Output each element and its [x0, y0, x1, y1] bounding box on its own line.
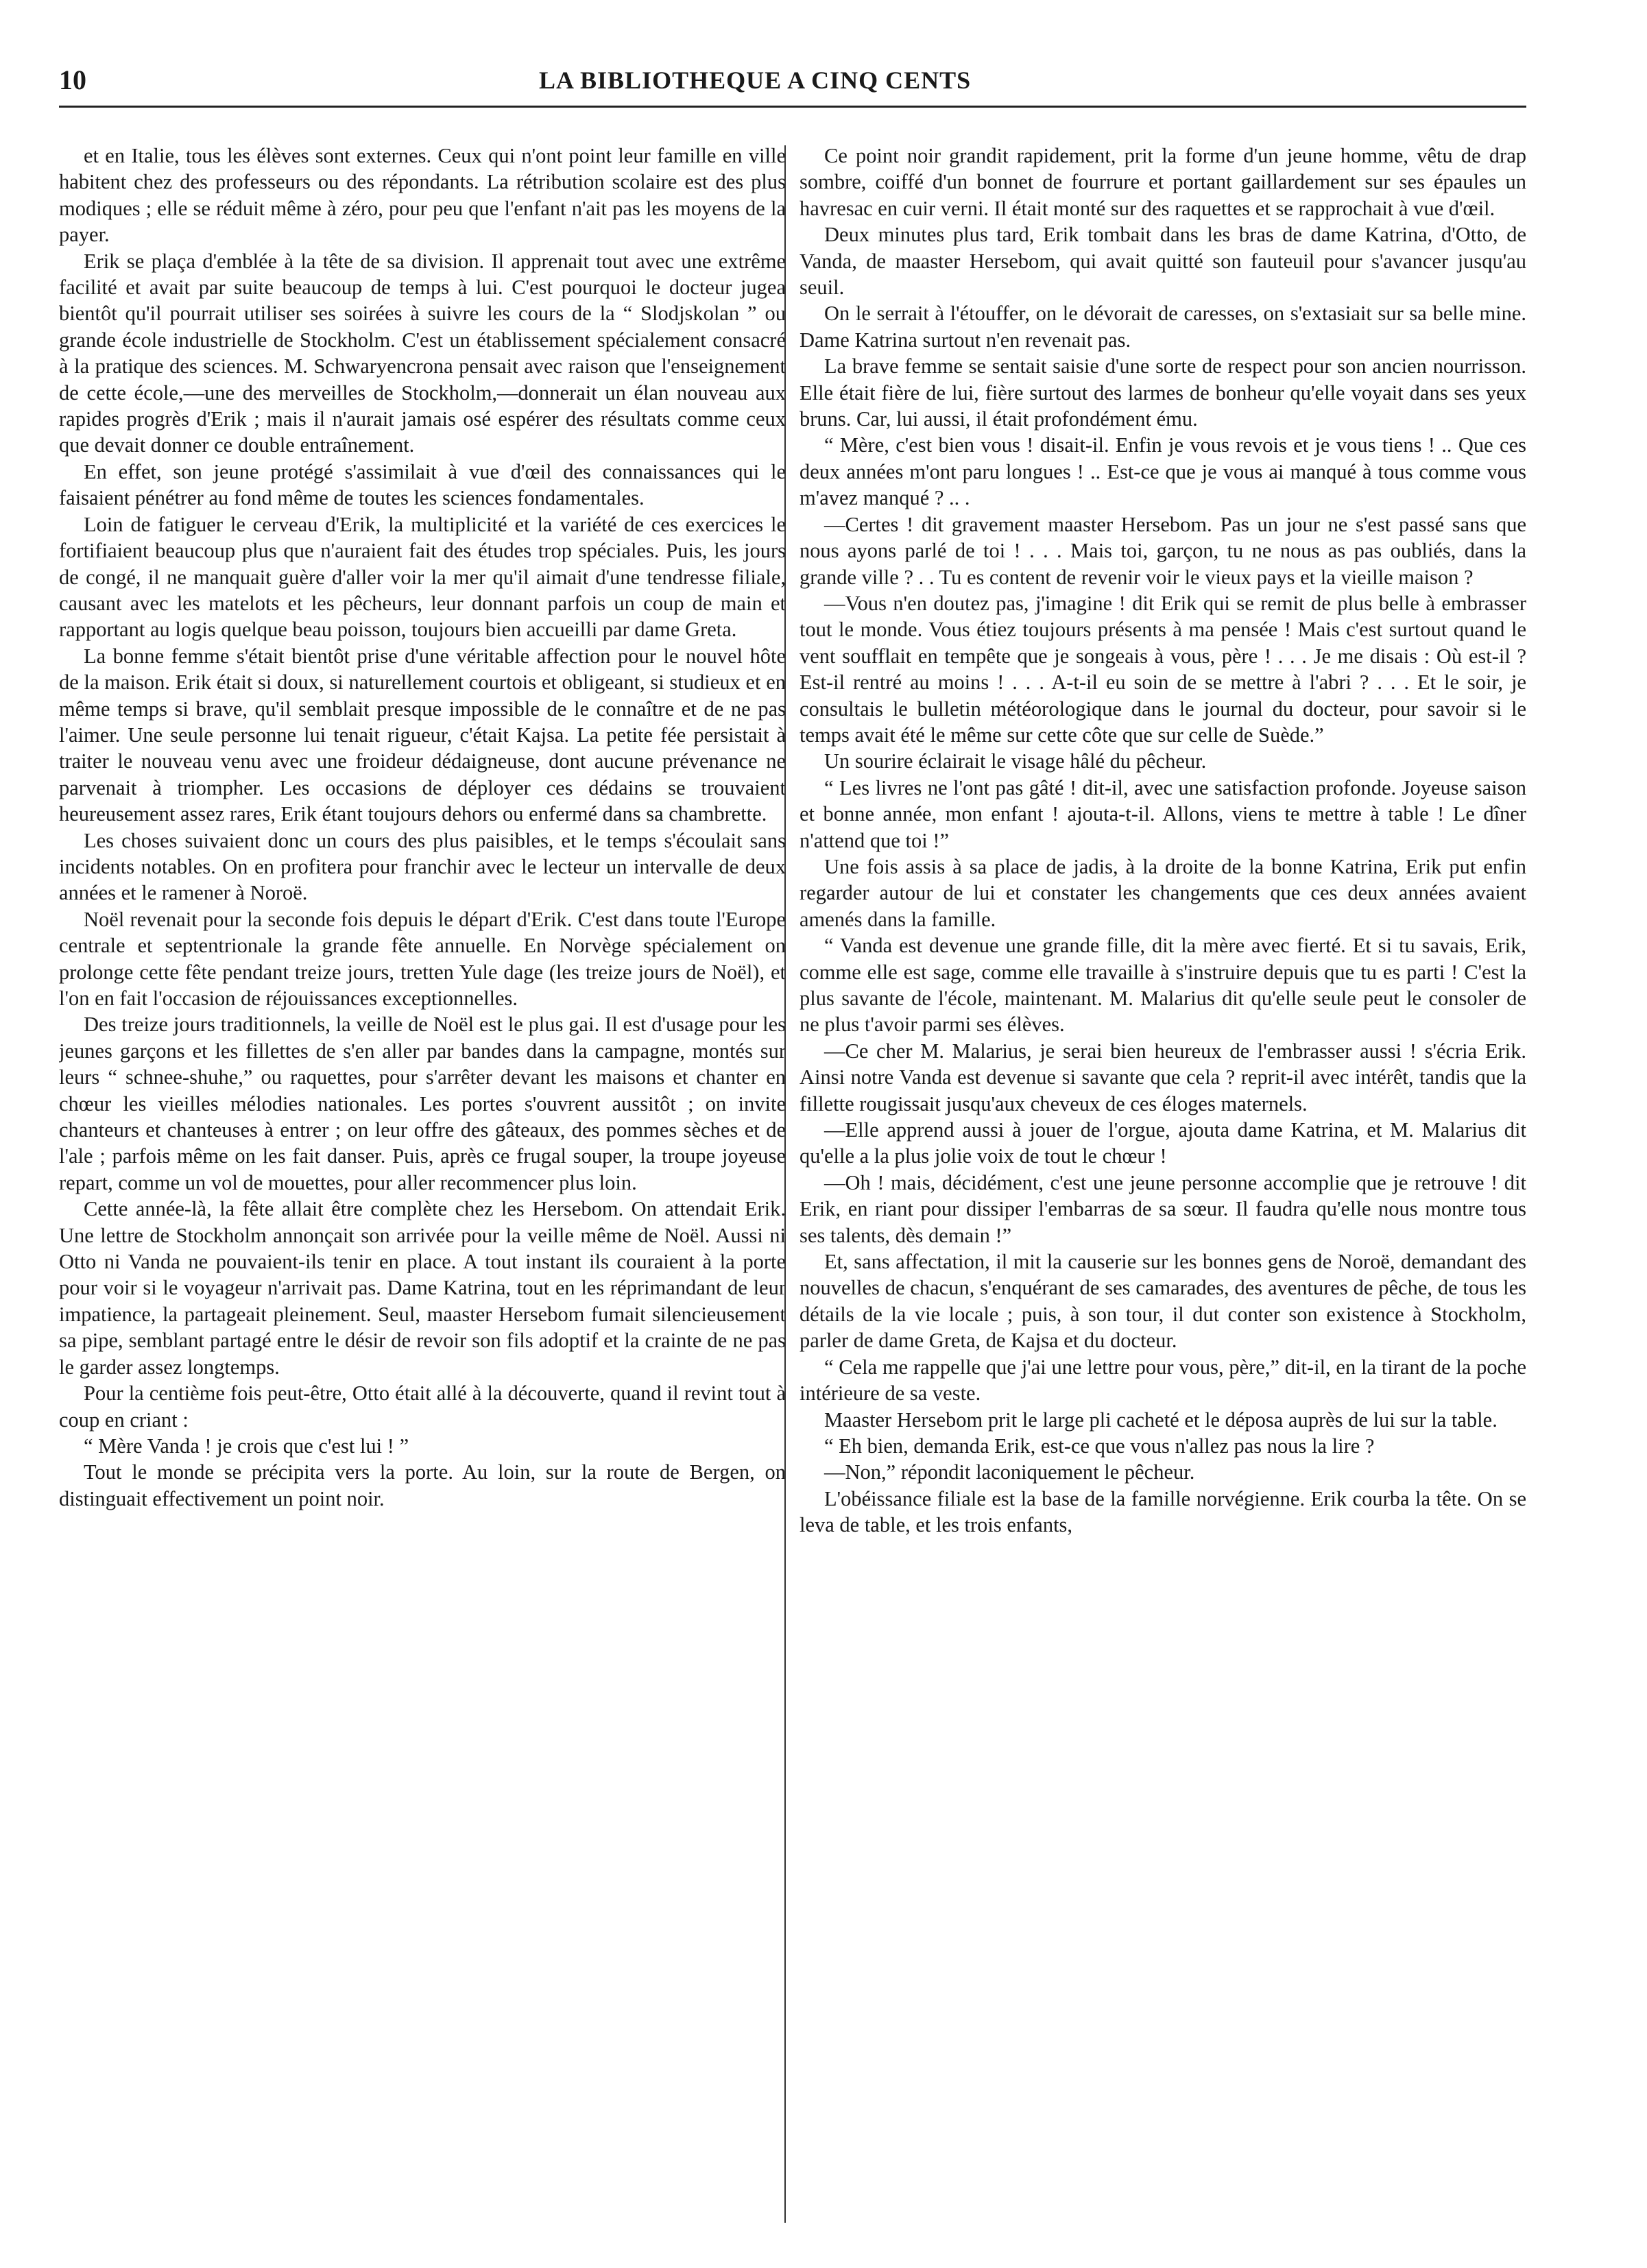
page-number: 10	[59, 64, 86, 95]
paragraph: “ Eh bien, demanda Erik, est-ce que vous n'allez pas nous la lire ?	[824, 1434, 1375, 1458]
paragraph: Deux minutes plus tard, Erik tombait dans les bras de dame Katrina, d'Otto, de Vanda, de maaster Hersebom, qui avait quitté son fauteuil pour s'avancer jusqu'au seuil.	[800, 223, 1526, 300]
paragraph: Et, sans affectation, il mit la causerie sur les bonnes gens de Noroë, demandant des nouvelles de chacun, s'enquérant de ses camarades, des aventures de pêche, de tous les détails de la vie locale ; puis, à son tour, il dut conter son existence à Stockholm, parler de dame Greta, de Kajsa et du docteur.	[800, 1250, 1526, 1353]
paragraph: L'obéissance filiale est la base de la famille norvégienne. Erik courba la tête. On se leva de table, et les trois enfants,	[800, 1486, 1526, 1537]
right-column	[800, 143, 1526, 2234]
header-rule	[59, 106, 1526, 108]
paragraph: —Vous n'en doutez pas, j'imagine ! dit Erik qui se remit de plus belle à embrasser tout le monde. Vous étiez toujours présents à ma pensée ! Mais c'est surtout quand le vent soufflait en tempête que je songeais à vous, père ! . . . Je me disais : Où est-il ? Est-il rentré au moins ! . . . A-t-il eu soin de se mettre à l'abri ? . . . Et le soir, je consultais le bulletin météorologique dans le journal du docteur, pour savoir si le temps avait été le même sur cette côte que sur celle de Suède.”	[800, 591, 1526, 747]
paragraph: Cette année-là, la fête allait être complète chez les Hersebom. On attendait Erik. Une lettre de Stockholm annonçait son arrivée pour la veille même de Noël. Aussi ni Otto ni Vanda ne pouvaient-ils tenir en place. A tout instant ils couraient à la porte pour voir si le voyageur n'arrivait pas. Dame Katrina, tout en les réprimandant de leur impatience, la partageait pleinement. Seul, maaster Hersebom fumait silencieusement sa pipe, semblant partagé entre le désir de revoir son fils adoptif et la crainte de ne pas le garder assez longtemps.	[59, 1197, 786, 1379]
paragraph: Pour la centième fois peut-être, Otto était allé à la découverte, quand il revint tout à coup en criant :	[59, 1382, 786, 1432]
paragraph: —Elle apprend aussi à jouer de l'orgue, ajouta dame Katrina, et M. Malarius dit qu'elle a la plus jolie voix de tout le chœur !	[800, 1118, 1526, 1168]
paragraph: Noël revenait pour la seconde fois depuis le départ d'Erik. C'est dans toute l'Europe centrale et septentrionale la grande fête annuelle. En Norvège spécialement on prolonge cette fête pendant treize jours, tretten Yule dage (les treize jours de Noël), et l'on en fait l'occasion de réjouissances exceptionnelles.	[59, 907, 786, 1010]
page-header	[59, 63, 1526, 104]
paragraph: —Non,” répondit laconiquement le pêcheur.	[824, 1460, 1195, 1484]
paragraph: Maaster Hersebom prit le large pli cacheté et le déposa auprès de lui sur la table.	[824, 1408, 1498, 1432]
paragraph: Ce point noir grandit rapidement, prit la forme d'un jeune homme, vêtu de drap sombre, coiffé d'un bonnet de fourrure et portant gaillardement sur ses épaules un havresac en cuir verni. Il était monté sur des raquettes et se rapprochait à vue d'œil.	[800, 144, 1526, 220]
paragraph: Un sourire éclairait le visage hâlé du pêcheur.	[824, 749, 1207, 773]
paragraph: et en Italie, tous les élèves sont externes. Ceux qui n'ont point leur famille en ville habitent chez des professeurs ou des répondants. La rétribution scolaire est des plus modiques ; elle se réduit même à zéro, pour peu que l'enfant n'ait pas les moyens de la payer.	[59, 144, 786, 247]
paragraph: Des treize jours traditionnels, la veille de Noël est le plus gai. Il est d'usage pour les jeunes garçons et les fillettes de s'en aller par bandes dans la campagne, montés sur leurs “ schnee-shuhe,” ou raquettes, pour s'arrêter devant les maisons et chanter en chœur les vieilles mélodies nationales. Les portes s'ouvrent aussitôt ; on invite chanteurs et chanteuses à entrer ; on leur offre des gâteaux, des pommes sèches et de l'ale ; parfois même on les fait danser. Puis, après ce frugal souper, la troupe joyeuse repart, comme un vol de mouettes, pour aller recommencer plus loin.	[59, 1013, 786, 1194]
paragraph: “ Vanda est devenue une grande fille, dit la mère avec fierté. Et si tu savais, Erik, comme elle est sage, comme elle travaille à s'instruire depuis que tu es parti ! C'est la plus savante de l'école, maintenant. M. Malarius dit qu'elle seule peut le consoler de ne plus t'avoir parmi ses élèves.	[800, 934, 1526, 1037]
paragraph: La bonne femme s'était bientôt prise d'une véritable affection pour le nouvel hôte de la maison. Erik était si doux, si naturellement courtois et obligeant, si studieux et en même temps si brave, qu'il semblait presque impossible de le connaître et de ne pas l'aimer. Une seule personne lui tenait rigueur, c'était Kajsa. La petite fée persistait à traiter le nouveau venu avec une froideur dédaigneuse, dont aucune prévenance ne parvenait à triompher. Les occasions de déployer ces dédains se trouvaient heureusement assez rares, Erik étant toujours dehors ou enfermé dans sa chambrette.	[59, 644, 786, 826]
paragraph: Tout le monde se précipita vers la porte. Au loin, sur la route de Bergen, on distinguait effectivement un point noir.	[59, 1460, 786, 1510]
paragraph: “ Mère Vanda ! je crois que c'est lui ! ”	[84, 1434, 409, 1458]
paragraph: Les choses suivaient donc un cours des plus paisibles, et le temps s'écoulait sans incidents notables. On en profitera pour franchir avec le lecteur un intervalle de deux années et le ramener à Noroë.	[59, 828, 786, 905]
paragraph: En effet, son jeune protégé s'assimilait à vue d'œil des connaissances qui le faisaient pénétrer au fond même de toutes les sciences fondamentales.	[59, 459, 786, 510]
left-column	[59, 143, 786, 2234]
paragraph: Erik se plaça d'emblée à la tête de sa division. Il apprenait tout avec une extrême facilité et avait par suite beaucoup de temps à lui. C'est pourquoi le docteur jugea bientôt qu'il pourrait utiliser ses soirées à suivre les cours de la “ Slodjskolan ” ou grande école industrielle de Stockholm. C'est un établissement spécialement consacré à la pratique des sciences. M. Schwaryencrona pensait avec raison que l'enseignement de cette école,—une des merveilles de Stockholm,—donnerait un élan nouveau aux rapides progrès d'Erik ; mais il n'aurait jamais osé espérer des résultats comme ceux que devait donner ce double entraînement.	[59, 249, 786, 457]
paragraph: —Ce cher M. Malarius, je serai bien heureux de l'embrasser aussi ! s'écria Erik. Ainsi notre Vanda est devenue si savante que cela ? reprit-il avec intérêt, tandis que la fillette rougissait jusqu'aux cheveux de ces éloges maternels.	[800, 1039, 1526, 1115]
paragraph: —Certes ! dit gravement maaster Hersebom. Pas un jour ne s'est passé sans que nous ayons parlé de toi ! . . . Mais toi, garçon, tu ne nous as pas oubliés, dans la grande ville ? . . Tu es content de revenir voir le vieux pays et la vieille maison ?	[800, 512, 1526, 589]
paragraph: La brave femme se sentait saisie d'une sorte de respect pour son ancien nourrisson. Elle était fière de lui, fière surtout des larmes de bonheur qu'elle voyait dans ses yeux bruns. Car, lui aussi, il était profondément ému.	[800, 354, 1526, 431]
column-divider	[784, 145, 786, 2223]
paragraph: “ Cela me rappelle que j'ai une lettre pour vous, père,” dit-il, en la tirant de la poche intérieure de sa veste.	[800, 1355, 1526, 1406]
paragraph: Loin de fatiguer le cerveau d'Erik, la multiplicité et la variété de ces exercices le fortifiaient beaucoup plus que n'auraient fait des études trop spéciales. Puis, les jours de congé, il ne manquait guère d'aller voir la mer qu'il aimait d'une tendresse filiale, causant avec les matelots et les pêcheurs, leur donnant parfois un coup de main et rapportant au logis quelque beau poisson, toujours bien accueilli par dame Greta.	[59, 512, 786, 642]
paragraph: “ Les livres ne l'ont pas gâté ! dit-il, avec une satisfaction profonde. Joyeuse saison et bonne année, mon enfant ! ajouta-t-il. Allons, viens te mettre à table ! Le dîner n'attend que toi !”	[800, 775, 1526, 852]
paragraph: On le serrait à l'étouffer, on le dévorait de caresses, on s'extasiait sur sa belle mine. Dame Katrina surtout n'en revenait pas.	[800, 302, 1526, 352]
paragraph: “ Mère, c'est bien vous ! disait-il. Enfin je vous revois et je vous tiens ! .. Que ces deux années m'ont paru longues ! .. Est-ce que je vous ai manqué à tous comme vous m'avez manqué ? .. .	[800, 433, 1526, 510]
paragraph: —Oh ! mais, décidément, c'est une jeune personne accomplie que je retrouve ! dit Erik, en riant pour dissiper l'embarras de sa sœur. Il faudra qu'elle nous montre tous ses talents, dès demain !”	[800, 1170, 1526, 1247]
paragraph: Une fois assis à sa place de jadis, à la droite de la bonne Katrina, Erik put enfin regarder autour de lui et constater les changements que ces deux années avaient amenés dans la famille.	[800, 854, 1526, 931]
running-title: LA BIBLIOTHEQUE A CINQ CENTS	[539, 67, 972, 94]
